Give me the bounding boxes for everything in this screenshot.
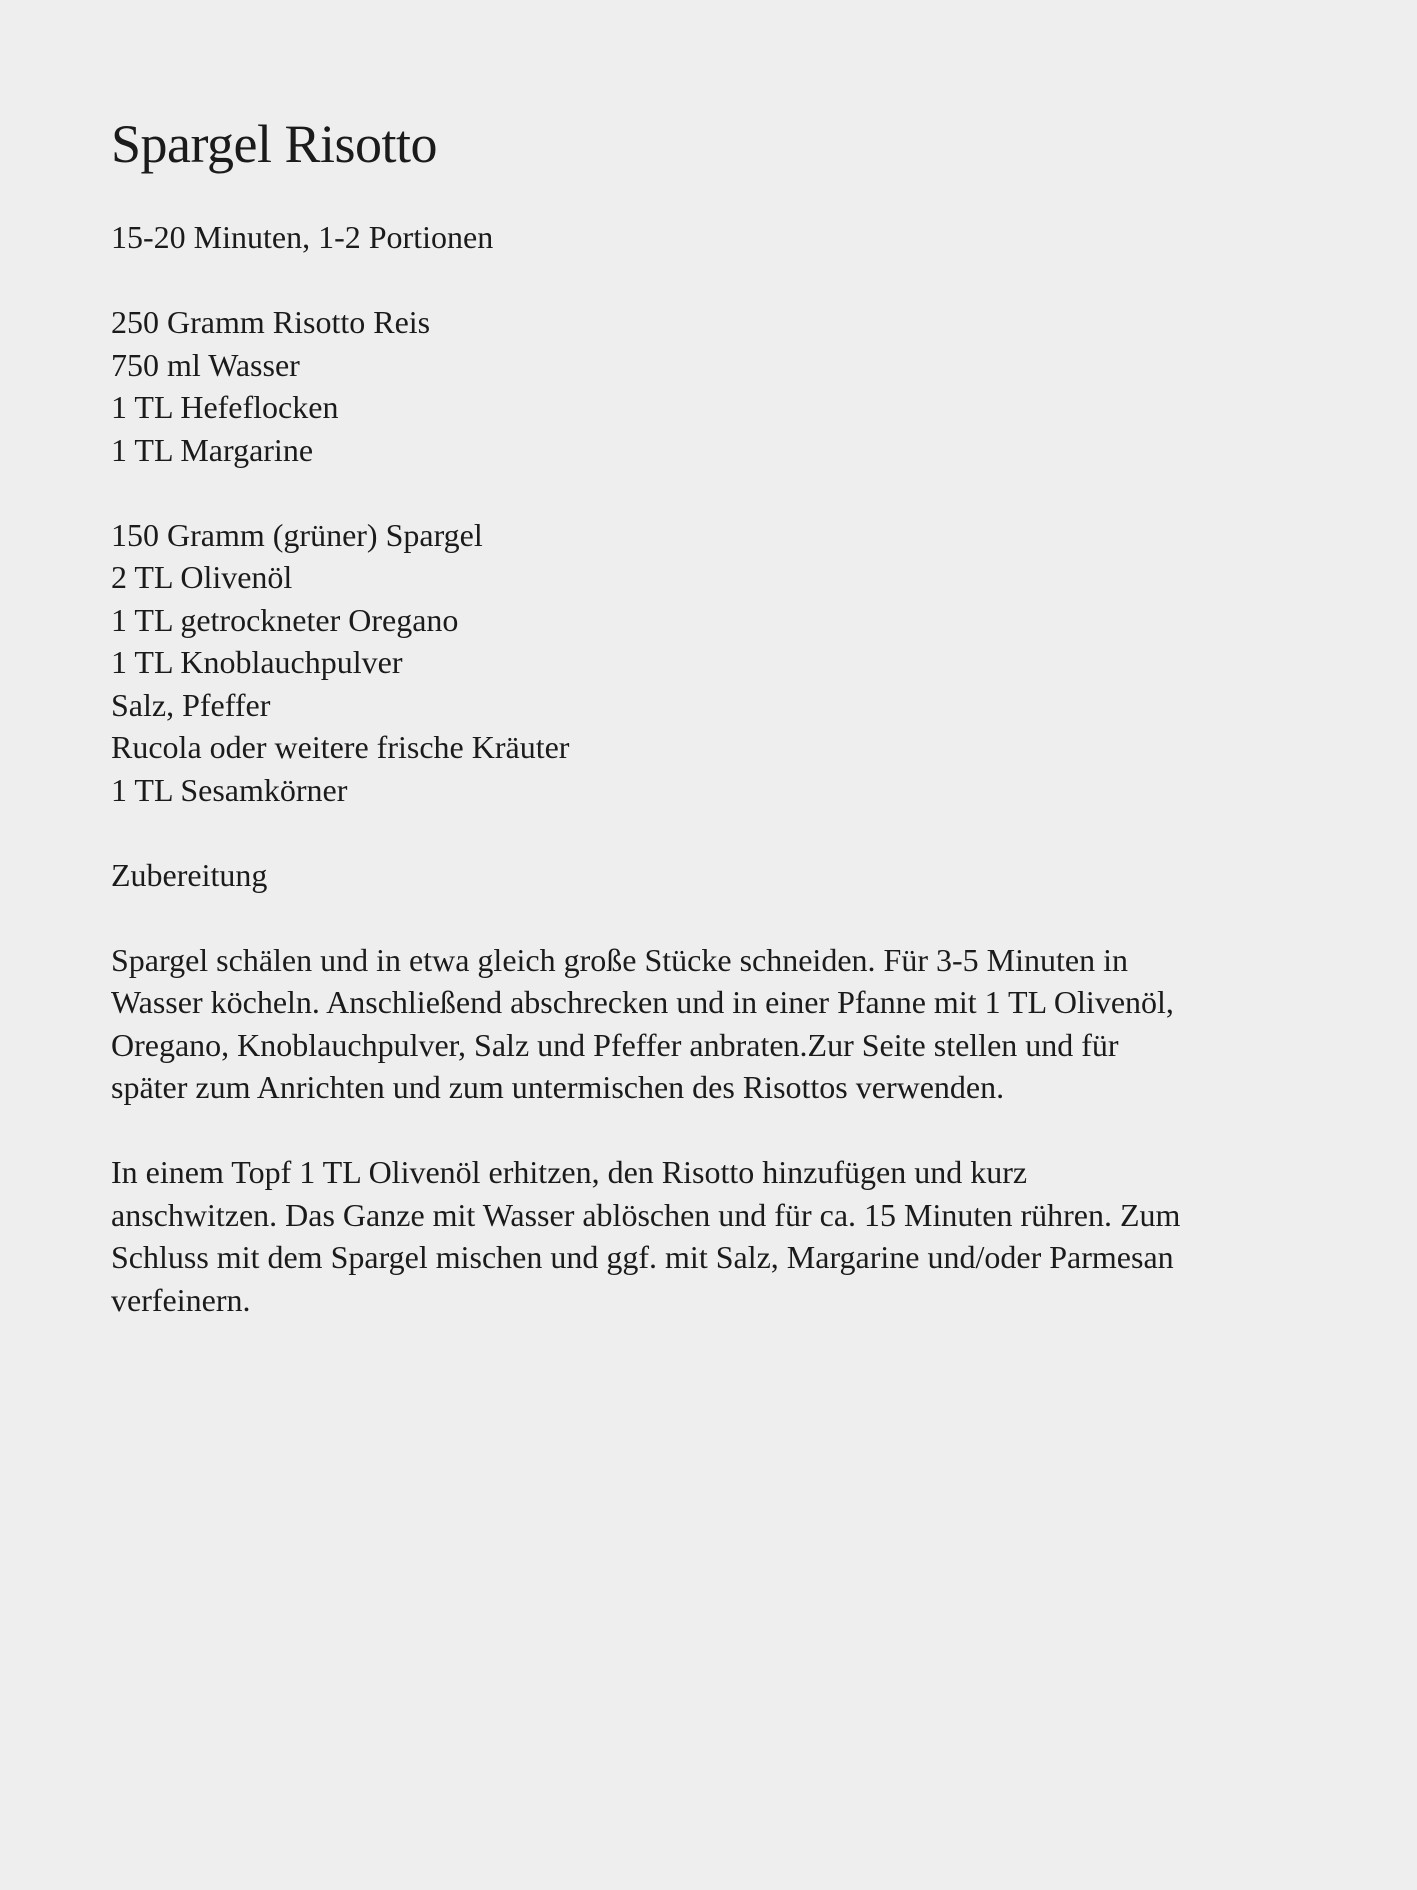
preparation-heading: Zubereitung xyxy=(111,856,268,893)
ingredient-item: Salz, Pfeffer xyxy=(111,686,271,723)
recipe-body xyxy=(111,216,1180,1321)
ingredient-item: 150 Gramm (grüner) Spargel xyxy=(111,516,483,553)
recipe-title: Spargel Risotto xyxy=(111,114,438,174)
ingredient-list-1 xyxy=(111,301,1180,471)
preparation-paragraph-1 xyxy=(111,939,1180,1109)
paragraph-line: Oregano, Knoblauchpulver, Salz und Pfeffer anbraten.Zur Seite stellen und für xyxy=(111,1026,1119,1063)
recipe-meta: 15-20 Minuten, 1-2 Portionen xyxy=(111,219,494,255)
ingredient-item: 1 TL Margarine xyxy=(111,431,314,468)
paragraph-line: In einem Topf 1 TL Olivenöl erhitzen, den Risotto hinzufügen und kurz xyxy=(111,1154,1028,1190)
ingredient-item: 750 ml Wasser xyxy=(111,346,300,383)
ingredient-item: 1 TL getrockneter Oregano xyxy=(111,601,459,638)
ingredient-item: 2 TL Olivenöl xyxy=(111,559,293,595)
ingredient-item: Rucola oder weitere frische Kräuter xyxy=(111,729,570,765)
paragraph-line: Wasser köcheln. Anschließend abschrecken und in einer Pfanne mit 1 TL Olivenöl, xyxy=(111,984,1174,1020)
paragraph-line: Spargel schälen und in etwa gleich große Stücke schneiden. Für 3-5 Minuten in xyxy=(111,941,1128,978)
ingredient-list-2 xyxy=(111,514,1180,812)
paragraph-line: verfeinern. xyxy=(111,1281,251,1318)
ingredient-item: 250 Gramm Risotto Reis xyxy=(111,304,431,340)
paragraph-line: Schluss mit dem Spargel mischen und ggf. mit Salz, Margarine und/oder Parmesan xyxy=(111,1239,1174,1275)
preparation-paragraph-2 xyxy=(111,1151,1180,1321)
paragraph-line: später zum Anrichten und zum untermischen des Risottos verwenden. xyxy=(111,1069,1005,1105)
ingredient-item: 1 TL Hefeflocken xyxy=(111,389,339,425)
ingredient-item: 1 TL Sesamkörner xyxy=(111,771,348,808)
ingredient-item: 1 TL Knoblauchpulver xyxy=(111,644,403,680)
paragraph-line: anschwitzen. Das Ganze mit Wasser ablöschen und für ca. 15 Minuten rühren. Zum xyxy=(111,1196,1181,1233)
